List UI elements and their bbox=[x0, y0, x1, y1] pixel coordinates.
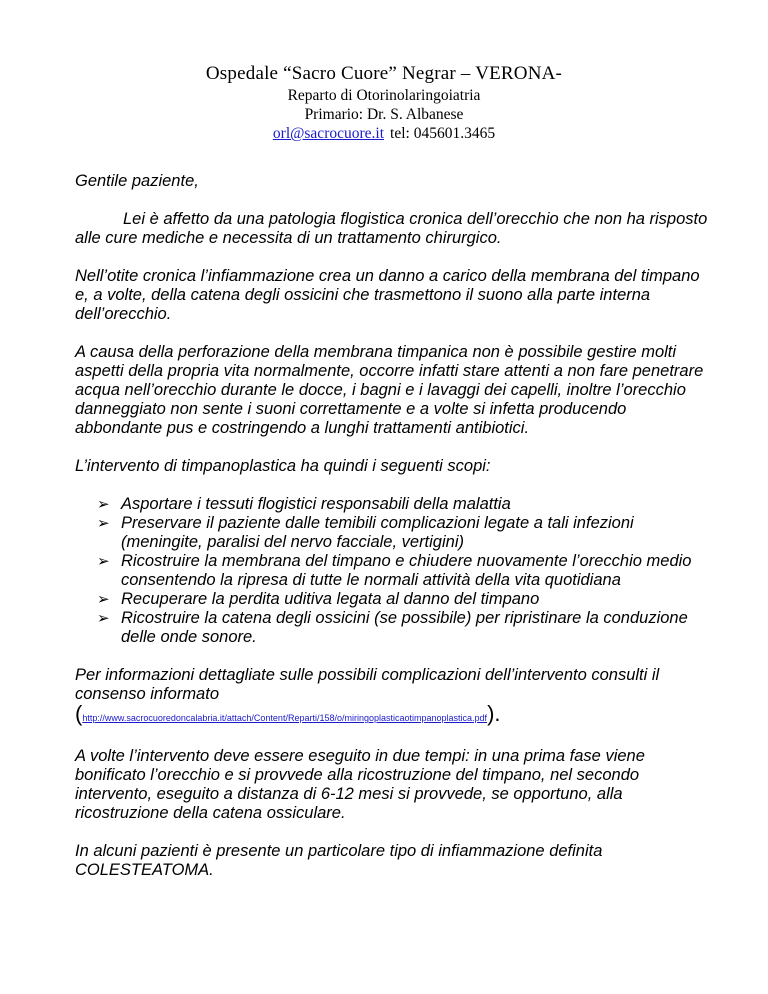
paragraph-scopes-intro: L’intervento di timpanoplastica ha quindi i seguenti scopi: bbox=[75, 457, 491, 475]
paragraph-intro: Lei è affetto da una patologia flogistica cronica dell’orecchio che non ha risposto alle cure mediche e necessita di un trattamento chirurgico. bbox=[75, 210, 708, 247]
list-item: ➢ Preservare il paziente dalle temibili complicazioni legate a tali infezioni (meningite, paralisi del nervo facciale, vertigini) bbox=[97, 514, 634, 551]
list-item: ➢ Recuperare la perdita uditiva legata al danno del timpano bbox=[97, 590, 540, 608]
letterhead bbox=[0, 62, 768, 143]
paragraph-two-stage: A volte l’intervento deve essere eseguito in due tempi: in una prima fase viene bonificato l’orecchio e si provvede alla ricostruzione del timpano, nel secondo intervento, eseguito a distanza di 6-12 mesi si provvede, se opportuno, alla ricostruzione della catena ossiculare. bbox=[75, 747, 645, 822]
greeting: Gentile paziente, bbox=[75, 172, 199, 190]
contact-line bbox=[0, 124, 768, 143]
department-head: Primario: Dr. S. Albanese bbox=[304, 106, 464, 123]
arrow-bullet-icon: ➢ bbox=[97, 610, 110, 627]
arrow-bullet-icon: ➢ bbox=[97, 515, 110, 532]
paragraph-otitis: Nell’otite cronica l’infiammazione crea un danno a carico della membrana del timpano e, a volte, della catena degli ossicini che trasmettono il suono alla parte interna dell’orecchio. bbox=[75, 267, 700, 323]
list-item: ➢ Asportare i tessuti flogistici responsabili della malattia bbox=[97, 495, 511, 513]
paragraph-info: Per informazioni dettagliate sulle possibili complicazioni dell’intervento consulti il consenso informato (http://www.sacrocuoredoncalabria.it/attach/Content/Reparti/158/o/miringoplasticaotimpanoplastica.pdf). bbox=[75, 666, 660, 726]
consent-link[interactable]: http://www.sacrocuoredoncalabria.it/attach/Content/Reparti/158/o/miringoplasticaotimpanoplastica.pdf bbox=[82, 713, 488, 723]
list-item: ➢ Ricostruire la catena degli ossicini (se possibile) per ripristinare la conduzione delle onde sonore. bbox=[97, 609, 688, 646]
paragraph-perforation: A causa della perforazione della membrana timpanica non è possibile gestire molti aspetti della propria vita normalmente, occorre infatti stare attenti a non fare penetrare acqua nell’orecchio durante le docce, i bagni e i lavaggi dei capelli, inoltre l’orecchio danneggiato non sente i suoni correttamente e a volte si infetta producendo abbondante pus e costringendo a lunghi trattamenti antibiotici. bbox=[75, 343, 704, 437]
department-name: Reparto di Otorinolaringoiatria bbox=[287, 87, 481, 104]
list-item: ➢ Ricostruire la membrana del timpano e chiudere nuovamente l’orecchio medio consentendo la ripresa di tutte le normali attività della vita quotidiana bbox=[97, 552, 692, 589]
arrow-bullet-icon: ➢ bbox=[97, 553, 110, 570]
paragraph-cholesteatoma: In alcuni pazienti è presente un particolare tipo di infiammazione definita COLESTEATOMA. bbox=[75, 842, 603, 879]
arrow-bullet-icon: ➢ bbox=[97, 591, 110, 608]
scopes-list bbox=[75, 495, 715, 647]
paren-close: ). bbox=[487, 701, 501, 726]
email-link[interactable]: orl@sacrocuore.it bbox=[272, 125, 385, 142]
letter-body bbox=[75, 172, 715, 899]
paren-open: ( bbox=[75, 701, 83, 726]
arrow-bullet-icon: ➢ bbox=[97, 496, 110, 513]
hospital-name: Ospedale “Sacro Cuore” Negrar – VERONA- bbox=[205, 63, 563, 84]
phone-number: tel: 045601.3465 bbox=[390, 125, 496, 142]
